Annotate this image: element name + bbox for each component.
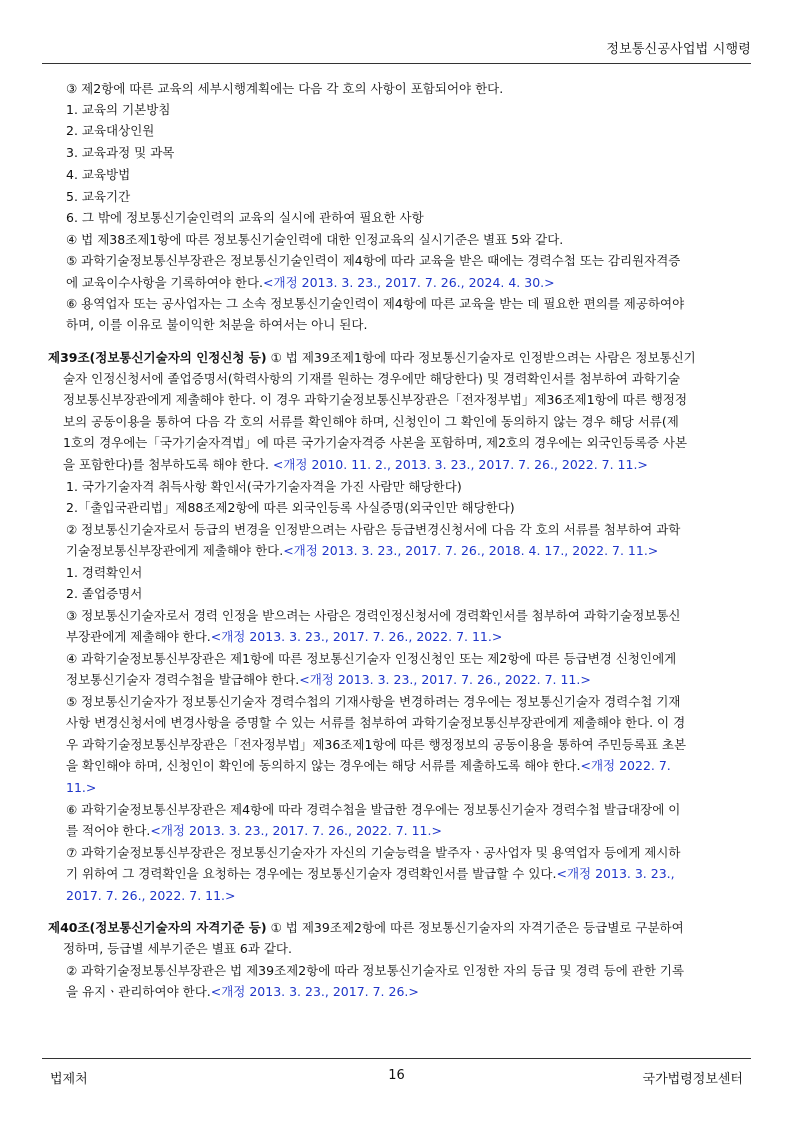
line-text: ② 과학기술정보통신부장관은 법 제39조제2항에 따라 정보통신기술자로 인정한 자의 등급 및 경력 등에 관한 기록 (66, 963, 685, 978)
text-line (63, 370, 680, 388)
line-text: 사항 변경신청서에 변경사항을 증명할 수 있는 서류를 첨부하여 과학기술정보통신부장관에게 제출해야 한다. 이 경 (66, 715, 686, 730)
text-line (66, 499, 515, 517)
amendment-note: 11.> (66, 780, 97, 795)
text-line (66, 316, 367, 334)
line-text: ③ 제2항에 따른 교육의 세부시행계획에는 다음 각 호의 사항이 포함되어야 한다. (66, 81, 504, 96)
text-line (63, 413, 679, 431)
text-line (66, 80, 503, 98)
line-text: 기술정보통신부장관에게 제출해야 한다. (66, 543, 284, 558)
line-text: 에 교육이수사항을 기록하여야 한다. (66, 275, 264, 290)
text-line (66, 101, 170, 119)
footer-divider (42, 1058, 751, 1059)
text-line (66, 209, 424, 227)
text-line (66, 274, 555, 292)
header-divider (42, 63, 751, 64)
amendment-note: <개정 2010. 11. 2., 2013. 3. 23., 2017. 7. 26., 2022. 7. 11.> (272, 457, 648, 472)
line-text: ⑥ 과학기술정보통신부장관은 제4항에 따라 경력수첩을 발급한 경우에는 정보통신기술자 경력수첩 발급대장에 이 (66, 802, 681, 817)
text-line (48, 919, 684, 937)
line-text: 1. 국가기술자격 취득사항 확인서(국가기술자격을 가진 사람만 해당한다) (66, 479, 462, 494)
line-text: ⑥ 용역업자 또는 공사업자는 그 소속 정보통신기술인력이 제4항에 따른 교육을 받는 데 필요한 편의를 제공하여야 (66, 296, 685, 311)
footer-publisher: 법제처 (50, 1072, 88, 1087)
text-line (66, 693, 681, 711)
line-text: ④ 과학기술정보통신부장관은 제1항에 따른 정보통신기술자 인정신청인 또는 제2항에 따른 등급변경 신청인에게 (66, 651, 677, 666)
text-line (66, 607, 681, 625)
text-line (66, 585, 142, 603)
footer-source: 국가법령정보센터 (642, 1072, 743, 1087)
text-line (66, 252, 680, 270)
line-text: ④ 법 제38조제1항에 따른 정보통신기술인력에 대한 인정교육의 실시기준은 별표 5와 같다. (66, 232, 564, 247)
line-text: ③ 정보통신기술자로서 경력 인정을 받으려는 사람은 경력인정신청서에 경력확인서를 첨부하여 과학기술정보통신 (66, 608, 681, 623)
text-line (66, 714, 685, 732)
amendment-note: <개정 2022. 7. (580, 758, 671, 773)
line-text: 정보통신부장관에게 제출해야 한다. 이 경우 과학기술정보통신부장관은「전자정부법」제36조제1항에 따른 행정정 (63, 392, 688, 407)
line-text: 을 포함한다)를 첨부하도록 해야 한다. (63, 457, 273, 472)
text-line (66, 736, 686, 754)
text-line (66, 188, 130, 206)
line-text: 정하며, 등급별 세부기준은 별표 6과 같다. (63, 941, 292, 956)
line-text: ① 법 제39조제1항에 따라 정보통신기술자로 인정받으려는 사람은 정보통신기 (266, 350, 696, 365)
line-text: 를 적어야 한다. (66, 823, 151, 838)
line-text: 1. 경력확인서 (66, 565, 143, 580)
amendment-note: <개정 2013. 3. 23., 2017. 7. 26.> (210, 984, 419, 999)
text-line (66, 231, 563, 249)
text-line (63, 940, 292, 958)
text-line (66, 564, 142, 582)
running-header-title: 정보통신공사업법 시행령 (606, 42, 751, 57)
line-text: 술자 인정신청서에 졸업증명서(학력사항의 기재를 원하는 경우에만 해당한다) 및 경력확인서를 첨부하여 과학기술 (63, 371, 681, 386)
line-text: 을 확인해야 하며, 신청인이 확인에 동의하지 않는 경우에는 해당 서류를 제출하도록 해야 한다. (66, 758, 581, 773)
text-line (66, 521, 680, 539)
amendment-note: 2017. 7. 26., 2022. 7. 11.> (66, 888, 236, 903)
text-line (66, 628, 502, 646)
line-text: 우 과학기술정보통신부장관은「전자정부법」제36조제1항에 따른 행정정보의 공동이용을 통하여 주민등록표 초본 (66, 737, 687, 752)
amendment-note: <개정 2013. 3. 23., (556, 866, 675, 881)
line-text: 을 유지ㆍ관리하여야 한다. (66, 984, 211, 999)
text-line (66, 144, 174, 162)
line-text: 2.「출입국관리법」제88조제2항에 따른 외국인등록 사실증명(외국인만 해당한다) (66, 500, 515, 515)
line-text: 하며, 이를 이유로 불이익한 처분을 하여서는 아니 된다. (66, 317, 368, 332)
line-text: 기 위하여 그 경력확인을 요청하는 경우에는 정보통신기술자 경력확인서를 발급할 수 있다. (66, 866, 557, 881)
line-text: 정보통신기술자 경력수첩을 발급해야 한다. (66, 672, 300, 687)
text-line (66, 671, 591, 689)
amendment-note: <개정 2013. 3. 23., 2017. 7. 26., 2024. 4. 30.> (263, 275, 555, 290)
text-line (66, 822, 442, 840)
text-line (66, 542, 658, 560)
line-text: 2. 졸업증명서 (66, 586, 143, 601)
text-line (66, 865, 675, 883)
line-text: 1호의 경우에는「국가기술자격법」에 따른 국가기술자격증 사본을 포함하며, 제2호의 경우에는 외국인등록증 사본 (63, 435, 688, 450)
article-heading: 제39조(정보통신기술자의 인정신청 등) (48, 350, 267, 365)
article-heading: 제40조(정보통신기술자의 자격기준 등) (48, 920, 267, 935)
text-line (66, 295, 684, 313)
text-line (63, 434, 687, 452)
text-line (66, 983, 419, 1001)
line-text: 2. 교육대상인원 (66, 123, 155, 138)
line-text: 부장관에게 제출해야 한다. (66, 629, 211, 644)
line-text: ① 법 제39조제2항에 따른 정보통신기술자의 자격기준은 등급별로 구분하여 (266, 920, 684, 935)
line-text: ② 정보통신기술자로서 등급의 변경을 인정받으려는 사람은 등급변경신청서에 다음 각 호의 서류를 첨부하여 과학 (66, 522, 681, 537)
text-line (66, 962, 684, 980)
line-text: 3. 교육과정 및 과목 (66, 145, 175, 160)
text-line (66, 757, 671, 775)
text-line (66, 122, 154, 140)
line-text: 4. 교육방법 (66, 167, 131, 182)
line-text: 보의 공동이용을 통하여 다음 각 호의 서류를 확인해야 하며, 신청인이 그 확인에 동의하지 않는 경우 해당 서류(제 (63, 414, 679, 429)
line-text: 5. 교육기간 (66, 189, 131, 204)
line-text: ⑤ 과학기술정보통신부장관은 정보통신기술인력이 제4항에 따라 교육을 받은 때에는 경력수첩 또는 감리원자격증 (66, 253, 681, 268)
text-line (48, 349, 696, 367)
line-text: ⑤ 정보통신기술자가 정보통신기술자 경력수첩의 기재사항을 변경하려는 경우에는 정보통신기술자 경력수첩 기재 (66, 694, 681, 709)
amendment-note: <개정 2013. 3. 23., 2017. 7. 26., 2022. 7. 11.> (299, 672, 591, 687)
text-line (63, 456, 648, 474)
line-text: ⑦ 과학기술정보통신부장관은 정보통신기술자가 자신의 기술능력을 발주자ㆍ공사업자 및 용역업자 등에게 제시하 (66, 845, 681, 860)
text-line (66, 779, 96, 797)
text-line (66, 166, 130, 184)
line-text: 1. 교육의 기본방침 (66, 102, 171, 117)
amendment-note: <개정 2013. 3. 23., 2017. 7. 26., 2018. 4. 17., 2022. 7. 11.> (283, 543, 659, 558)
text-line (66, 801, 680, 819)
page-number: 16 (388, 1068, 405, 1083)
text-line (66, 650, 676, 668)
text-line (66, 844, 681, 862)
text-line (66, 478, 462, 496)
amendment-note: <개정 2013. 3. 23., 2017. 7. 26., 2022. 7. 11.> (150, 823, 442, 838)
text-line (66, 887, 236, 905)
line-text: 6. 그 밖에 정보통신기술인력의 교육의 실시에 관하여 필요한 사항 (66, 210, 424, 225)
amendment-note: <개정 2013. 3. 23., 2017. 7. 26., 2022. 7. 11.> (210, 629, 503, 644)
text-line (63, 391, 687, 409)
